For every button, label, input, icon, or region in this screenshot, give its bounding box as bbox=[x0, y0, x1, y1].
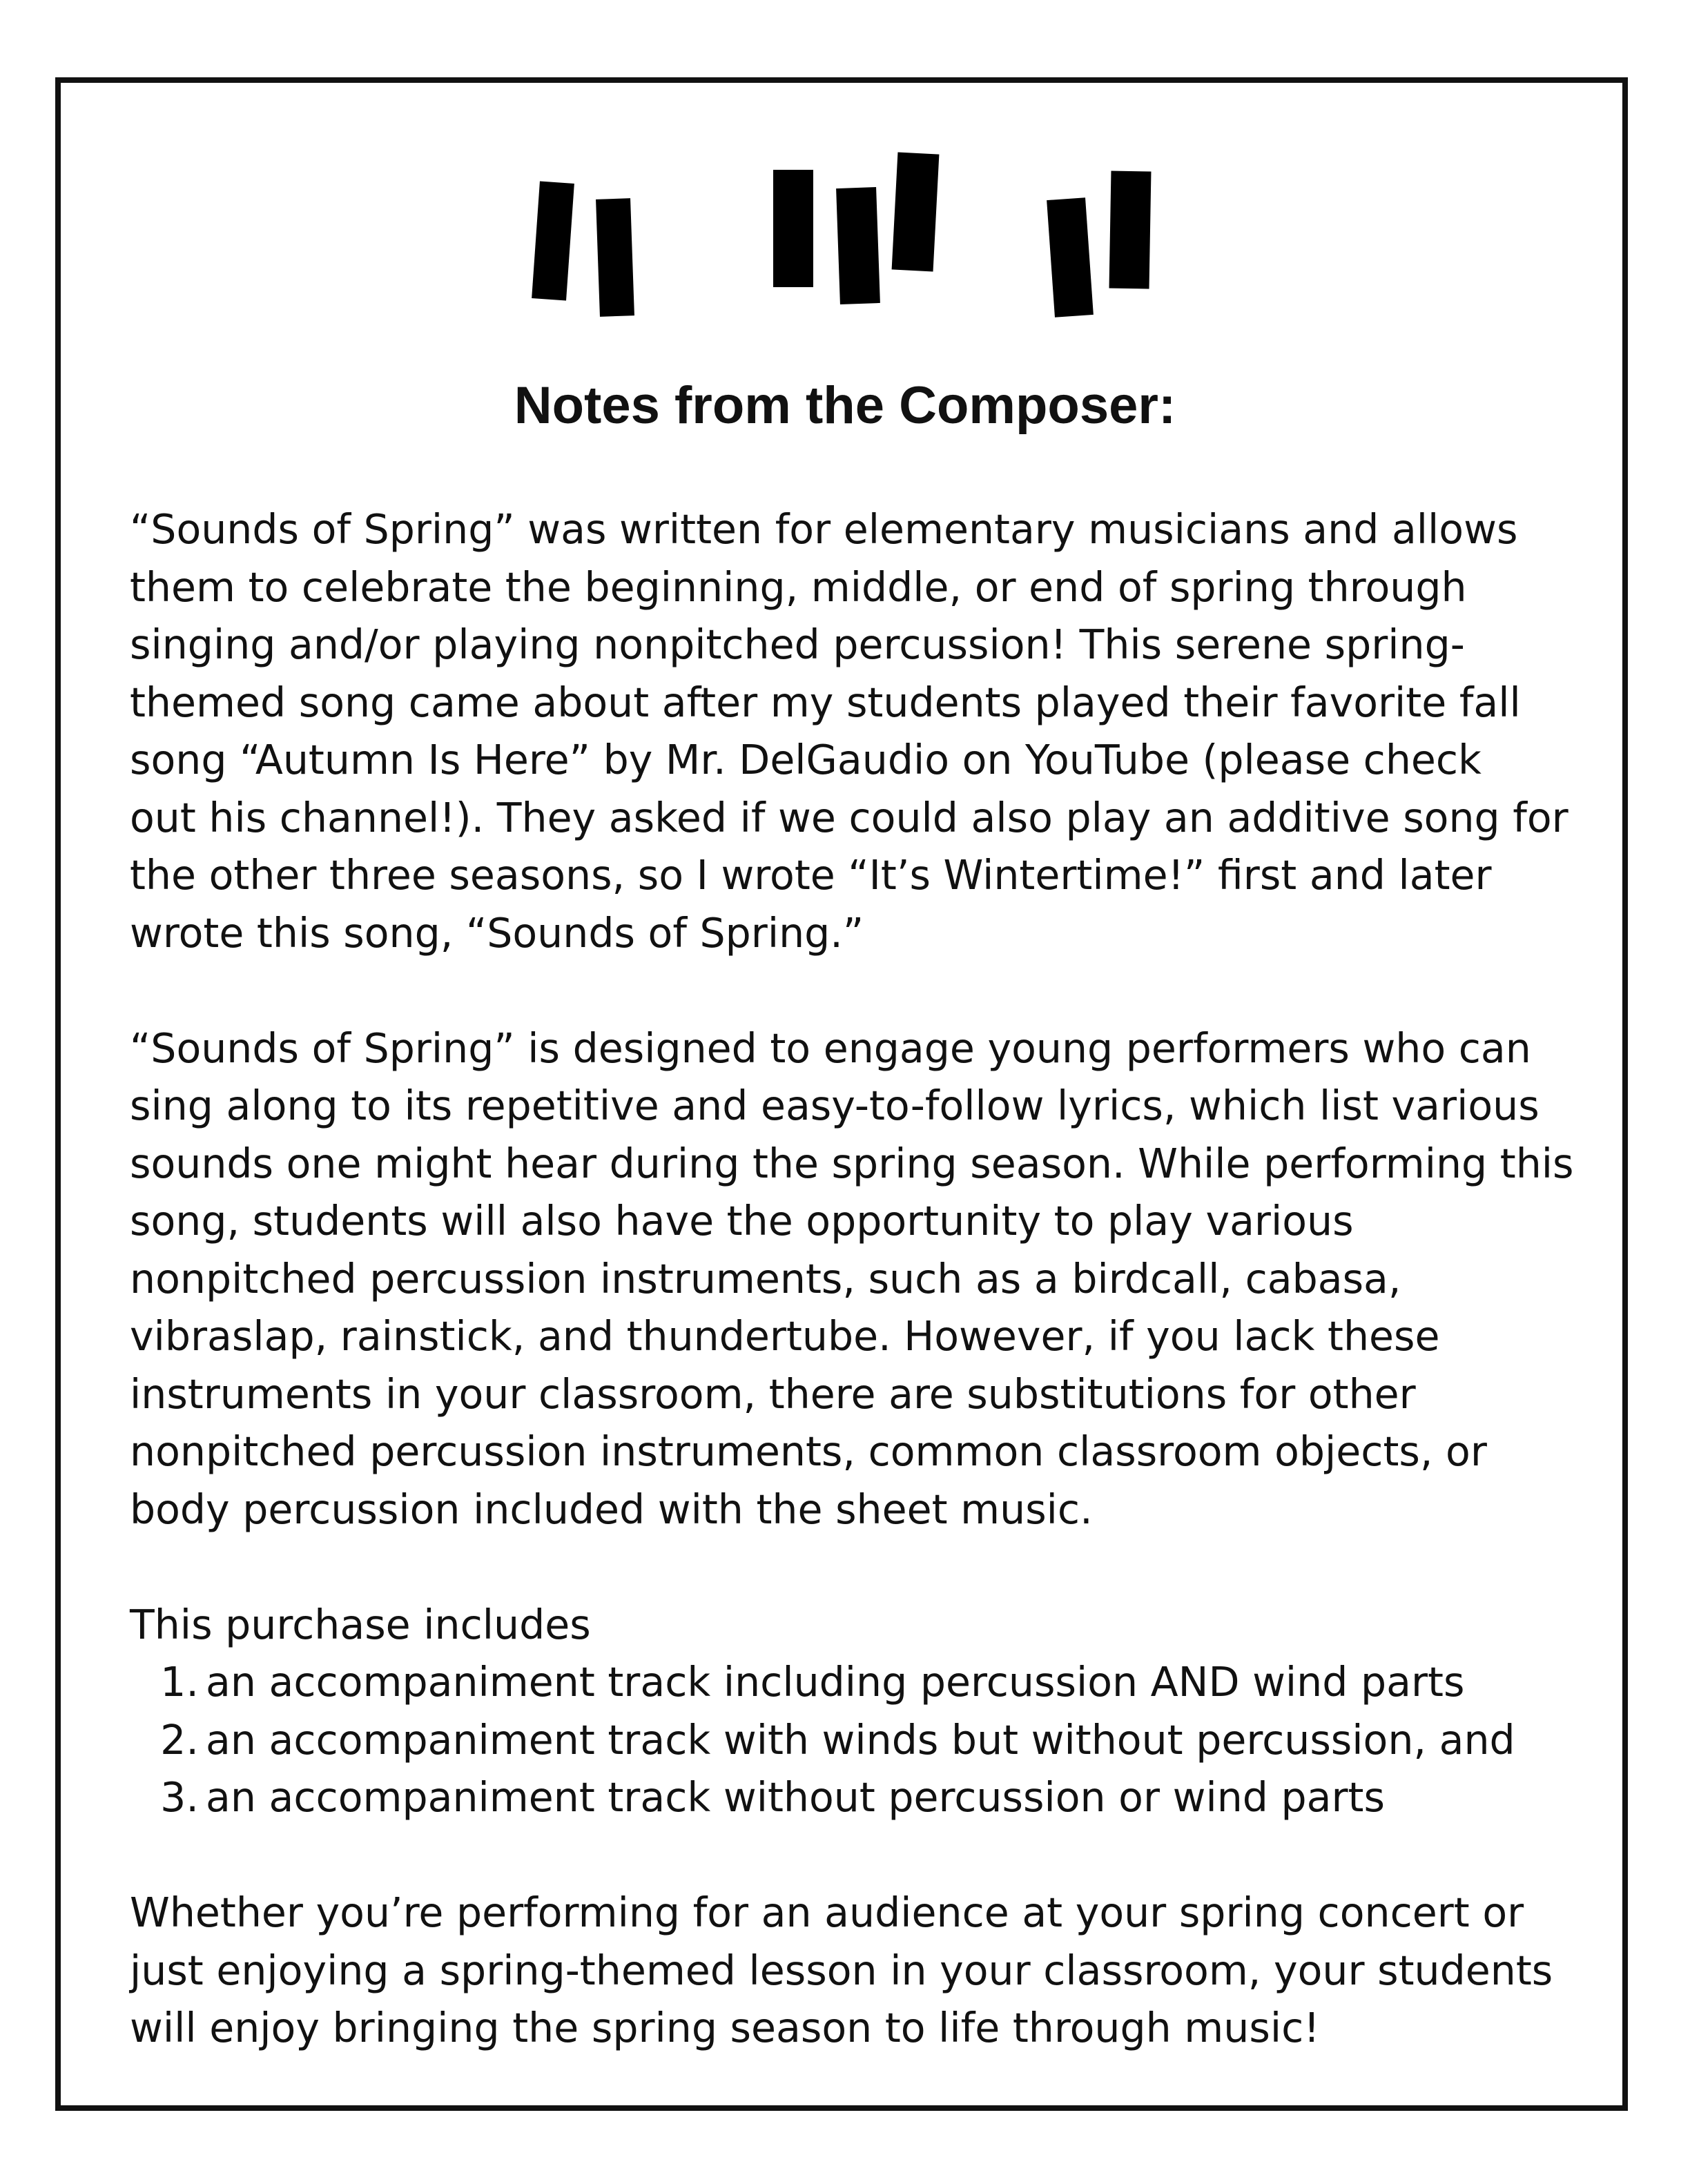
decor-bar bbox=[596, 198, 634, 317]
text-line: just enjoying a spring-themed lesson in your classroom, your students bbox=[130, 1947, 1553, 1994]
purchase-list bbox=[130, 1654, 1580, 1827]
paragraph-gap bbox=[130, 1539, 1580, 1597]
text-line: body percussion included with the sheet music. bbox=[130, 1485, 1093, 1533]
abstract-bars-icon bbox=[0, 0, 1690, 345]
list-number: 2. bbox=[160, 1716, 199, 1764]
text-line: “Sounds of Spring” is designed to engage young performers who can bbox=[130, 1024, 1531, 1072]
text-line: themed song came about after my students played their favorite fall bbox=[130, 679, 1521, 726]
text-line: will enjoy bringing the spring season to life through music! bbox=[130, 2005, 1320, 2051]
text-line: nonpitched percussion instruments, common classroom objects, or bbox=[130, 1428, 1487, 1475]
text-line: instruments in your classroom, there are substitutions for other bbox=[130, 1370, 1416, 1418]
list-item bbox=[130, 1712, 1580, 1770]
purchase-section bbox=[130, 1597, 1580, 1827]
design-paragraph bbox=[130, 1020, 1580, 1539]
text-line: song, students will also have the opportunity to play various bbox=[130, 1198, 1354, 1245]
decor-bar bbox=[1047, 197, 1094, 317]
notes-body bbox=[130, 501, 1580, 2058]
decor-bar bbox=[532, 181, 574, 300]
text-line: vibraslap, rainstick, and thundertube. However, if you lack these bbox=[130, 1313, 1440, 1360]
purchase-intro: This purchase includes bbox=[130, 1601, 591, 1648]
list-item-text: an accompaniment track including percussion AND wind parts bbox=[206, 1659, 1465, 1706]
closing-paragraph bbox=[130, 1884, 1580, 2058]
list-item-text: an accompaniment track with winds but without percussion, and bbox=[206, 1716, 1515, 1764]
text-line: singing and/or playing nonpitched percussion! This serene spring- bbox=[130, 621, 1465, 668]
page-title: Notes from the Composer: bbox=[514, 376, 1176, 435]
decor-bar bbox=[892, 153, 940, 272]
text-line: sing along to its repetitive and easy-to-follow lyrics, which list various bbox=[130, 1082, 1540, 1129]
list-item bbox=[130, 1769, 1580, 1827]
decor-bar bbox=[1109, 171, 1152, 289]
text-line: song “Autumn Is Here” by Mr. DelGaudio on YouTube (please check bbox=[130, 737, 1482, 783]
text-line: them to celebrate the beginning, middle, or end of spring through bbox=[130, 563, 1467, 611]
paragraph-gap bbox=[130, 962, 1580, 1020]
list-item bbox=[130, 1654, 1580, 1712]
list-item-text: an accompaniment track without percussion or wind parts bbox=[206, 1774, 1385, 1821]
text-line: the other three seasons, so I wrote “It’s Wintertime!” first and later bbox=[130, 852, 1492, 899]
decor-bar bbox=[773, 170, 813, 287]
text-line: wrote this song, “Sounds of Spring.” bbox=[130, 909, 864, 957]
intro-paragraph bbox=[130, 501, 1580, 962]
paragraph-gap bbox=[130, 1827, 1580, 1885]
list-number: 3. bbox=[160, 1774, 199, 1821]
decor-bar bbox=[836, 187, 880, 304]
text-line: “Sounds of Spring” was written for elementary musicians and allows bbox=[130, 506, 1518, 553]
list-number: 1. bbox=[160, 1659, 199, 1706]
text-line: out his channel!). They asked if we could also play an additive song for bbox=[130, 794, 1568, 841]
text-line: sounds one might hear during the spring season. While performing this bbox=[130, 1140, 1574, 1187]
text-line: Whether you’re performing for an audience at your spring concert or bbox=[130, 1889, 1524, 1936]
text-line: nonpitched percussion instruments, such as a birdcall, cabasa, bbox=[130, 1255, 1401, 1303]
